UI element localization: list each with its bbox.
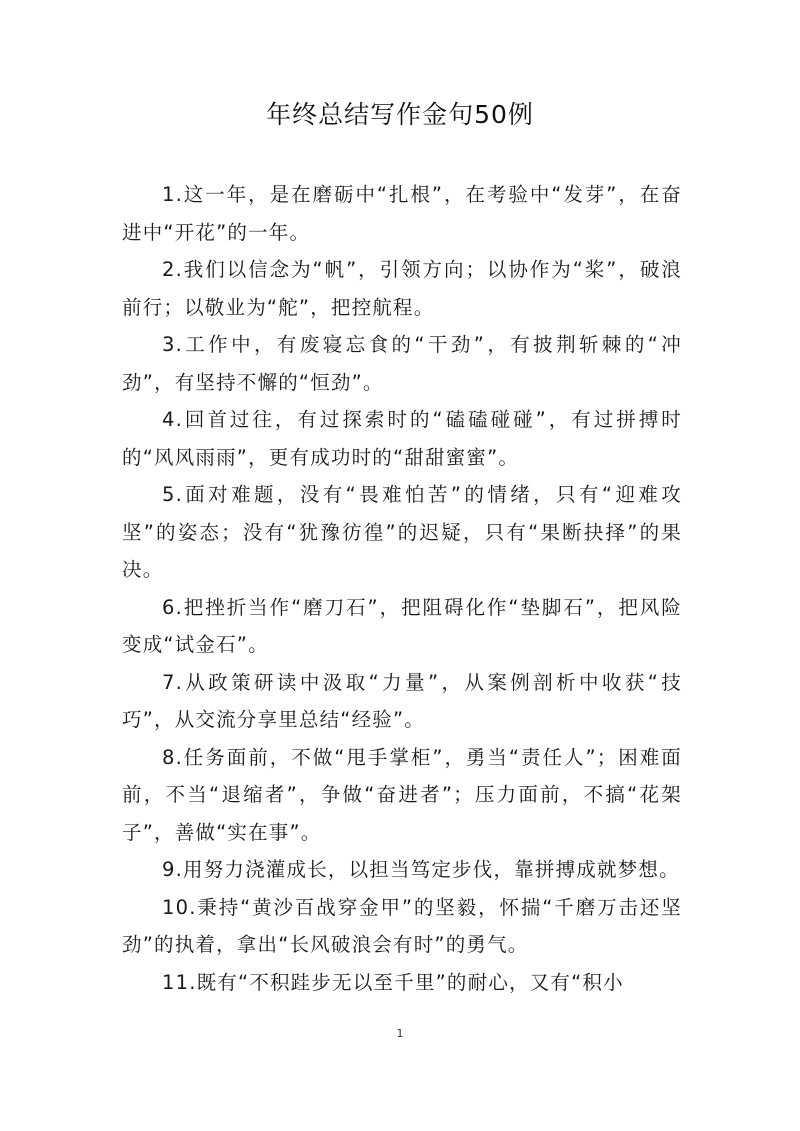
- paragraph-6: 6.把挫折当作“磨刀石”，把阻碍化作“垫脚石”，把风险变成“试金石”。: [122, 595, 682, 656]
- page-title: 年终总结写作金句50例: [266, 100, 534, 129]
- paragraph-4: 4.回首过往，有过探索时的“磕磕碰碰”，有过拼搏时的“风风雨雨”，更有成功时的“甜甜蜜蜜”。: [122, 408, 682, 469]
- paragraph-11: 11.既有“不积跬步无以至千里”的耐心，又有“积小: [162, 970, 624, 994]
- paragraph-2: 2.我们以信念为“帆”，引领方向；以协作为“桨”，破浪前行；以敬业为“舵”，把控航程。: [122, 258, 682, 319]
- paragraph-3: 3.工作中，有废寝忘食的“干劲”，有披荆斩棘的“冲劲”，有坚持不懈的“恒劲”。: [122, 333, 682, 394]
- paragraph-10: 10.秉持“黄沙百战穿金甲”的坚毅，怀揣“千磨万击还坚劲”的执着，拿出“长风破浪会有时”的勇气。: [122, 895, 682, 956]
- paragraph-9: 9.用努力浇灌成长，以担当笃定步伐，靠拼搏成就梦想。: [162, 858, 680, 881]
- document-body: [122, 176, 682, 1001]
- paragraph-1: 1.这一年，是在磨砺中“扎根”，在考验中“发芽”，在奋进中“开花”的一年。: [122, 183, 682, 244]
- paragraph-8: 8.任务面前，不做“甩手掌柜”，勇当“责任人”；困难面前，不当“退缩者”，争做“奋进者”；压力面前，不搞“花架子”，善做“实在事”。: [122, 745, 682, 844]
- page-number: 1: [396, 1027, 404, 1040]
- paragraph-5: 5.面对难题，没有“畏难怕苦”的情绪，只有“迎难攻坚”的姿态；没有“犹豫彷徨”的迟疑，只有“果断抉择”的果决。: [122, 483, 682, 581]
- paragraph-7: 7.从政策研读中汲取“力量”，从案例剖析中收获“技巧”，从交流分享里总结“经验”。: [122, 670, 682, 731]
